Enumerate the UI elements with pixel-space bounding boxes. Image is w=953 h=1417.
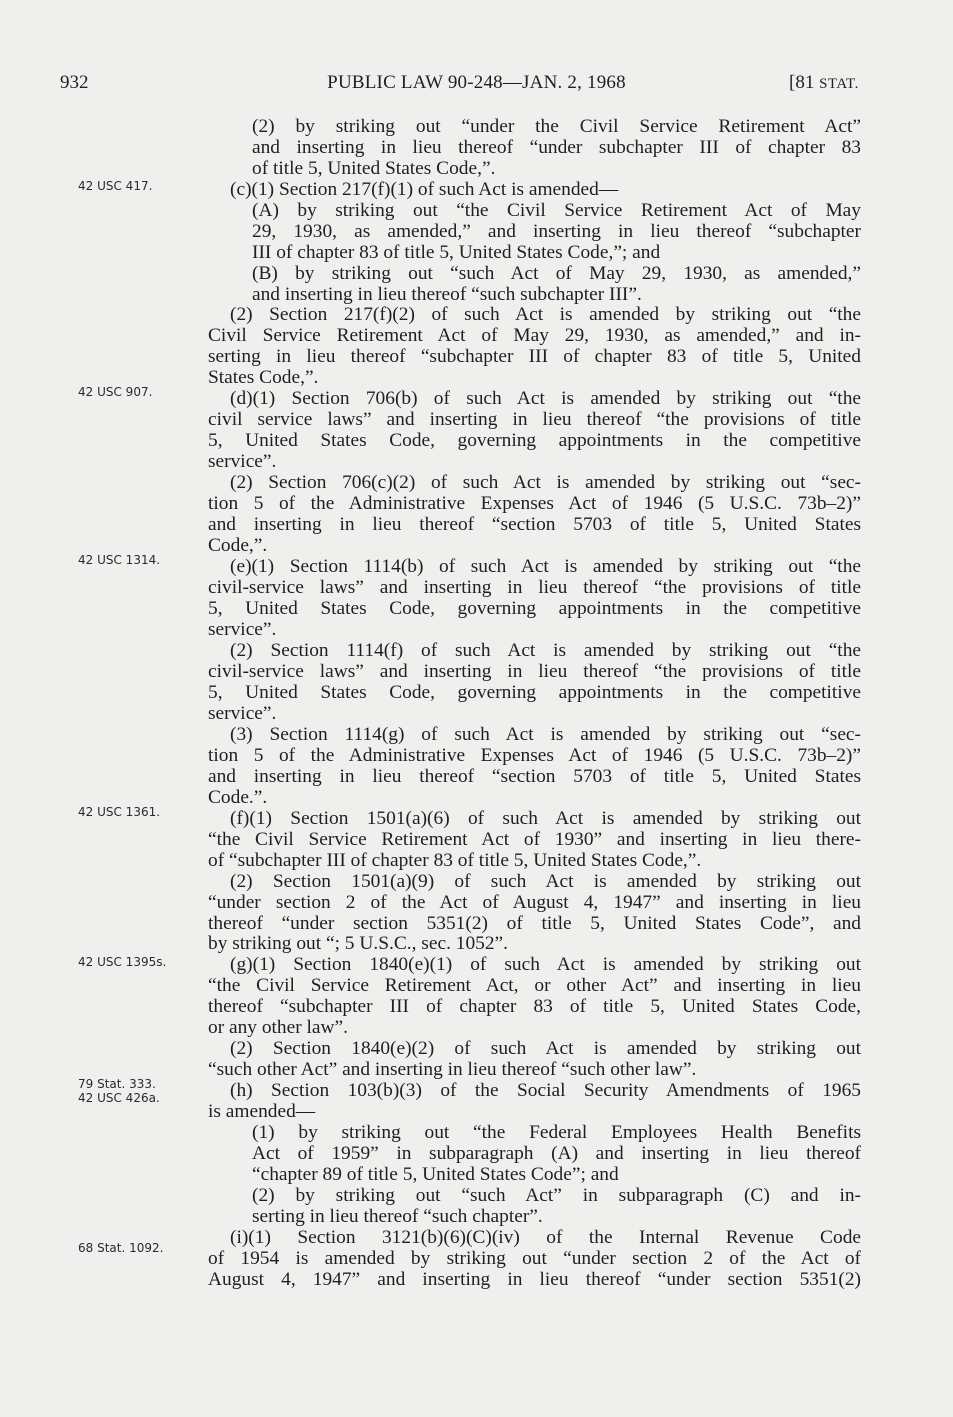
text-line: service”. — [208, 619, 277, 640]
text-line: is amended— — [208, 1101, 316, 1122]
text-line: or any other law”. — [208, 1017, 348, 1038]
text-line: “the Civil Service Retirement Act of 1930” and inserting in lieu there- — [208, 829, 861, 850]
text-line: (2) Section 706(c)(2) of such Act is amended by striking out “sec- — [230, 472, 861, 493]
margin-note: 68 Stat. 1092. — [78, 1241, 164, 1255]
text-line: 5, United States Code, governing appointments in the competitive — [208, 682, 861, 703]
text-line: (i)(1) Section 3121(b)(6)(C)(iv) of the Internal Revenue Code — [230, 1227, 861, 1248]
text-line: and inserting in lieu thereof “section 5703 of title 5, United States — [208, 766, 861, 787]
text-line: of 1954 is amended by striking out “under section 2 of the Act of — [208, 1248, 861, 1269]
text-line: States Code,”. — [208, 367, 319, 388]
text-line: August 4, 1947” and inserting in lieu thereof “under section 5351(2) — [208, 1269, 861, 1290]
text-line: thereof “under section 5351(2) of title 5, United States Code”, and — [208, 913, 861, 934]
text-line: (3) Section 1114(g) of such Act is amended by striking out “sec- — [230, 724, 861, 745]
text-line: (B) by striking out “such Act of May 29, 1930, as amended,” — [252, 263, 861, 284]
text-line: 5, United States Code, governing appointments in the competitive — [208, 598, 861, 619]
text-line: “the Civil Service Retirement Act, or other Act” and inserting in lieu — [208, 975, 861, 996]
text-line: (c)(1) Section 217(f)(1) of such Act is amended— — [230, 179, 619, 200]
text-line: (A) by striking out “the Civil Service Retirement Act of May — [252, 200, 861, 221]
text-line: “under section 2 of the Act of August 4, 1947” and inserting in lieu — [208, 892, 861, 913]
text-line: 29, 1930, as amended,” and inserting in lieu thereof “subchapter — [252, 221, 861, 242]
text-line: and inserting in lieu thereof “such subchapter III”. — [252, 284, 642, 305]
text-line: Act of 1959” in subparagraph (A) and inserting in lieu thereof — [252, 1143, 861, 1164]
text-line: (2) Section 1114(f) of such Act is amended by striking out “the — [230, 640, 861, 661]
text-line: (f)(1) Section 1501(a)(6) of such Act is amended by striking out — [230, 808, 861, 829]
margin-note: 79 Stat. 333. 42 USC 426a. — [78, 1077, 160, 1105]
running-head-title: PUBLIC LAW 90-248—JAN. 2, 1968 — [327, 72, 626, 93]
text-line: (2) by striking out “under the Civil Service Retirement Act” — [252, 116, 861, 137]
text-line: Civil Service Retirement Act of May 29, 1930, as amended,” and in- — [208, 325, 861, 346]
margin-note: 42 USC 907. — [78, 385, 153, 399]
margin-note: 42 USC 1395s. — [78, 955, 167, 969]
margin-note: 42 USC 1314. — [78, 553, 161, 567]
text-line: by striking out “; 5 U.S.C., sec. 1052”. — [208, 933, 508, 954]
text-line: thereof “subchapter III of chapter 83 of title 5, United States Code, — [208, 996, 861, 1017]
text-line: “chapter 89 of title 5, United States Code”; and — [252, 1164, 619, 1185]
text-line: (2) Section 217(f)(2) of such Act is amended by striking out “the — [230, 304, 861, 325]
text-line: of title 5, United States Code,”. — [252, 158, 496, 179]
margin-note: 42 USC 1361. — [78, 805, 161, 819]
statute-volume: [81 STAT. — [789, 72, 859, 93]
text-line: “such other Act” and inserting in lieu thereof “such other law”. — [208, 1059, 697, 1080]
text-line: (1) by striking out “the Federal Employees Health Benefits — [252, 1122, 861, 1143]
text-line: civil-service laws” and inserting in lieu thereof “the provisions of title — [208, 661, 861, 682]
text-line: III of chapter 83 of title 5, United States Code,”; and — [252, 242, 661, 263]
text-line: tion 5 of the Administrative Expenses Act of 1946 (5 U.S.C. 73b–2)” — [208, 493, 861, 514]
text-line: service”. — [208, 451, 277, 472]
text-line: civil-service laws” and inserting in lieu thereof “the provisions of title — [208, 577, 861, 598]
text-line: (g)(1) Section 1840(e)(1) of such Act is amended by striking out — [230, 954, 861, 975]
text-line: (2) Section 1501(a)(9) of such Act is amended by striking out — [230, 871, 861, 892]
text-line: Code,”. — [208, 535, 268, 556]
text-line: serting in lieu thereof “subchapter III of chapter 83 of title 5, United — [208, 346, 861, 367]
text-line: tion 5 of the Administrative Expenses Act of 1946 (5 U.S.C. 73b–2)” — [208, 745, 861, 766]
text-line: (2) by striking out “such Act” in subparagraph (C) and in- — [252, 1185, 861, 1206]
text-line: and inserting in lieu thereof “section 5703 of title 5, United States — [208, 514, 861, 535]
text-line: civil service laws” and inserting in lieu thereof “the provisions of title — [208, 409, 861, 430]
text-line: (2) Section 1840(e)(2) of such Act is amended by striking out — [230, 1038, 861, 1059]
margin-note: 42 USC 417. — [78, 179, 153, 193]
text-line: service”. — [208, 703, 277, 724]
text-line: (e)(1) Section 1114(b) of such Act is amended by striking out “the — [230, 556, 861, 577]
page-number: 932 — [60, 72, 89, 93]
text-line: of “subchapter III of chapter 83 of title 5, United States Code,”. — [208, 850, 702, 871]
text-line: (h) Section 103(b)(3) of the Social Security Amendments of 1965 — [230, 1080, 861, 1101]
text-line: and inserting in lieu thereof “under subchapter III of chapter 83 — [252, 137, 861, 158]
text-line: Code.”. — [208, 787, 268, 808]
text-line: 5, United States Code, governing appointments in the competitive — [208, 430, 861, 451]
text-line: serting in lieu thereof “such chapter”. — [252, 1206, 543, 1227]
text-line: (d)(1) Section 706(b) of such Act is amended by striking out “the — [230, 388, 861, 409]
